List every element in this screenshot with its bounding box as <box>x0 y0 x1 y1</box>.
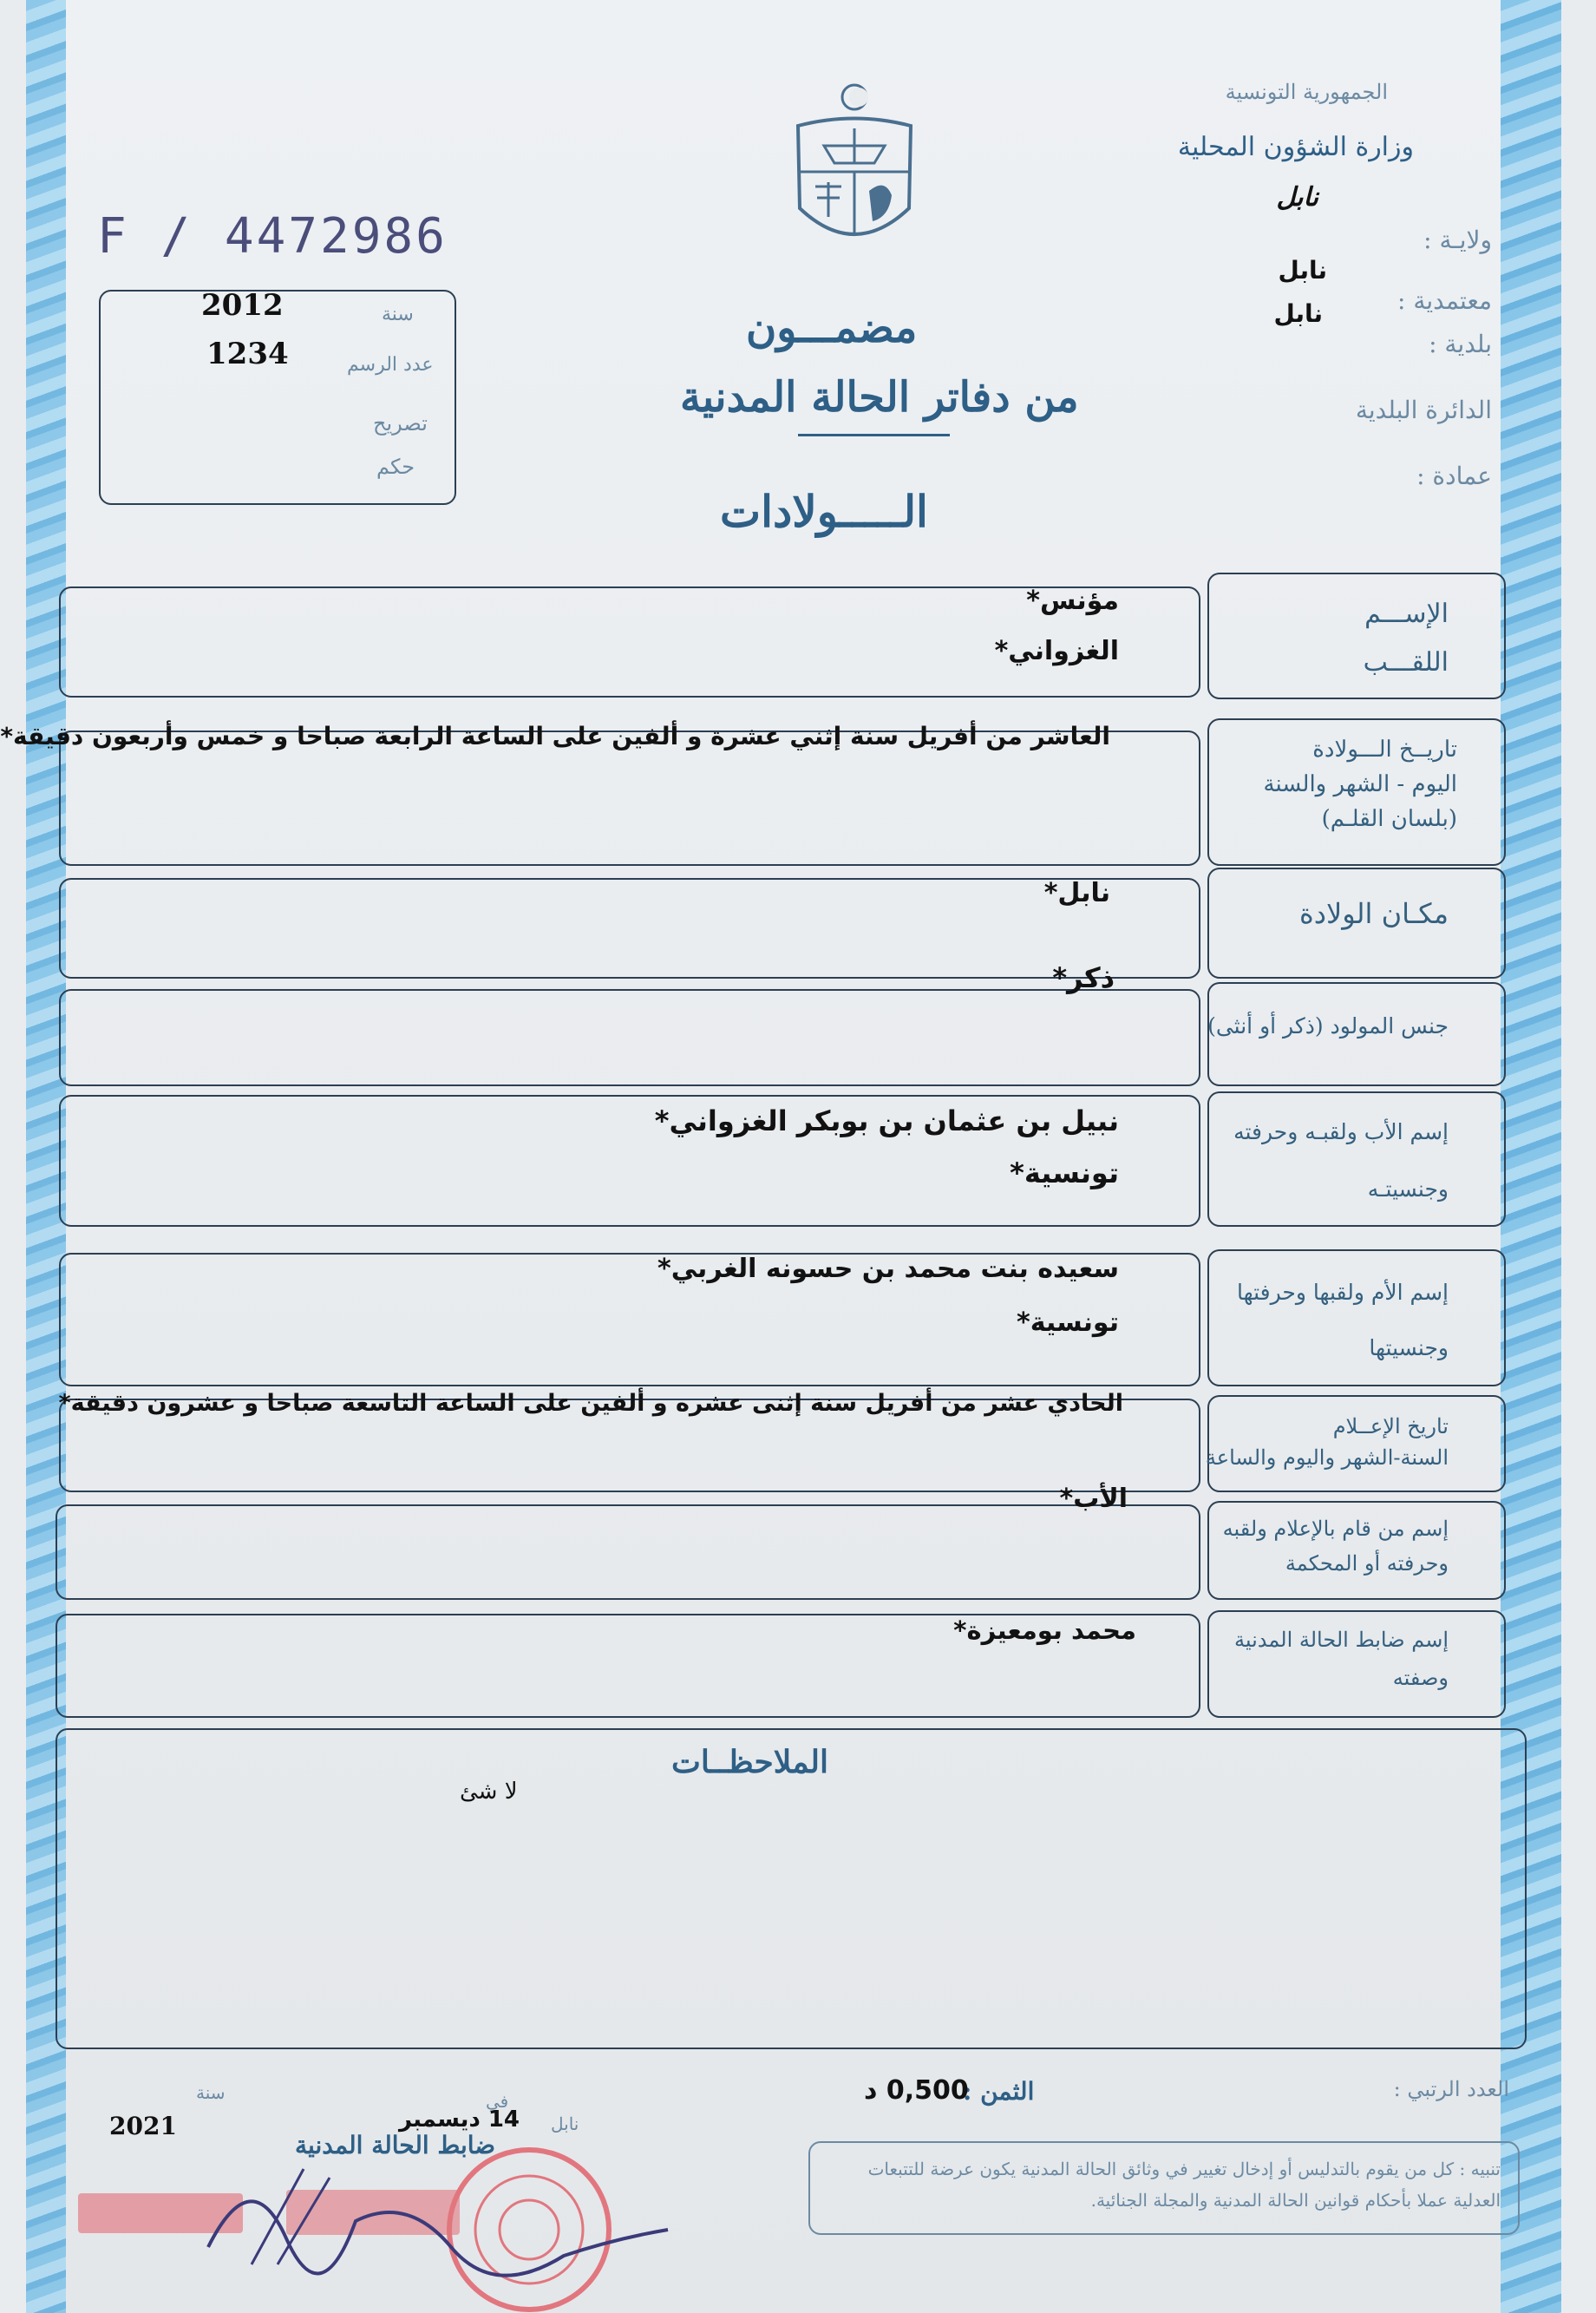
ref-declaration-label: تصريح <box>373 411 428 436</box>
price-label: الثمن : <box>963 2077 1035 2106</box>
title-extract: مضمـــون <box>746 304 918 352</box>
declaration-date-label: تاريخ الإعــلام السنة-الشهر واليوم والساعة <box>1205 1414 1449 1470</box>
ref-judgment-label: حكم <box>376 455 415 479</box>
title-registers: من دفاتر الحالة المدنية <box>680 373 1079 422</box>
officer-title: ضابط الحالة المدنية <box>295 2131 496 2159</box>
baladia-label: بلدية : <box>1429 330 1492 358</box>
officer-label: إسم ضابط الحالة المدنية وصفته <box>1234 1628 1449 1690</box>
name-label: الإســـم اللقـــب <box>1363 599 1449 678</box>
officer-value: محمد بومعيزة* <box>953 1615 1136 1645</box>
footer-date-value: 14 ديسمبر <box>399 2107 520 2133</box>
row-birthplace-value-box <box>59 878 1200 979</box>
row-birthdate-value-box <box>59 731 1200 866</box>
notice-text: تنبيه : كل من يقوم بالتدليس أو إدخال تغيير في وثائق الحالة المدنية يكون عرضة للتتبعات العدلية عملا بأحكام قوانين الحالة المدنية والمجلة الجنائية. <box>867 2159 1501 2211</box>
remarks-title: الملاحظــات <box>671 1744 829 1780</box>
baladia-value: نابل <box>1273 299 1323 328</box>
declarant-label: إسم من قام بالإعلام ولقبه وحرفته أو المحكمة <box>1222 1517 1449 1576</box>
circle-label: الدائرة البلدية <box>1355 396 1492 424</box>
footer-day-label: في <box>486 2091 509 2112</box>
birthplace-label: مكـان الولادة <box>1298 897 1449 930</box>
declarant-value: الأب* <box>1059 1484 1128 1514</box>
coat-of-arms-icon <box>789 78 919 260</box>
declaration-date-value: الحادي عشر من أفريل سنة إثنى عشره و ألفين على الساعة التاسعة صباحا و عشرون دقيقة* <box>58 1390 1123 1417</box>
republic-text: الجمهورية التونسية <box>1225 80 1388 104</box>
ref-year-value: 2012 <box>201 288 284 323</box>
birthplace-value: نابل* <box>1043 878 1110 908</box>
wilaya-label: ولايـة : <box>1423 226 1492 254</box>
remarks-value: لا شئ <box>460 1779 518 1805</box>
ministry-text: وزارة الشؤون المحلية <box>1177 132 1414 162</box>
row-sex-value-box <box>59 989 1200 1086</box>
birthdate-label: تاريــخ الـــولادة اليوم - الشهر والسنة (بلسان القلـم) <box>1263 737 1457 832</box>
order-number-label: العدد الرتبي : <box>1393 2077 1509 2101</box>
name-value: مؤنس* الغزواني* <box>994 586 1119 666</box>
birthdate-value: العاشر من أفريل سنة إثني عشرة و ألفين على الساعة الرابعة صباحا و خمس وأربعون دقيقة* <box>0 722 1110 750</box>
sex-value: ذكر* <box>1052 961 1115 994</box>
mootamadia-value: نابل <box>1278 256 1327 285</box>
mother-label: إسم الأم ولقبها وحرفتها وجنسيتها <box>1236 1280 1449 1360</box>
father-value: نبيل بن عثمان بن بوبكر الغزواني* تونسية* <box>654 1104 1119 1189</box>
title-underline <box>798 434 950 436</box>
ref-number-label: عدد الرسم <box>347 354 434 376</box>
ref-year-label: سنة <box>382 304 414 325</box>
title-births: الـــــولادات <box>720 486 928 537</box>
serial-number: F / 4472986 <box>97 208 448 265</box>
official-stamp-signature <box>78 2143 685 2313</box>
father-label: إسم الأب ولقبـه وحرفته وجنسيتـه <box>1233 1119 1449 1202</box>
row-declarant-value-box <box>56 1504 1200 1600</box>
footer-year-label: سنة <box>196 2082 226 2103</box>
footer-place: نابل <box>551 2113 579 2134</box>
mother-value: سعيده بنت محمد بن حسونه الغربي* تونسية* <box>657 1254 1119 1338</box>
sex-label: جنس المولود (ذكر أو أنثى) <box>1207 1013 1449 1039</box>
omda-label: عمادة : <box>1416 462 1492 490</box>
price-value: 0,500 د <box>864 2075 969 2106</box>
mootamadia-label: معتمدية : <box>1397 286 1492 315</box>
wilaya-handwritten: نابل <box>1276 182 1318 213</box>
footer-year-value: 2021 <box>109 2112 177 2140</box>
ref-number-value: 1234 <box>206 337 289 371</box>
